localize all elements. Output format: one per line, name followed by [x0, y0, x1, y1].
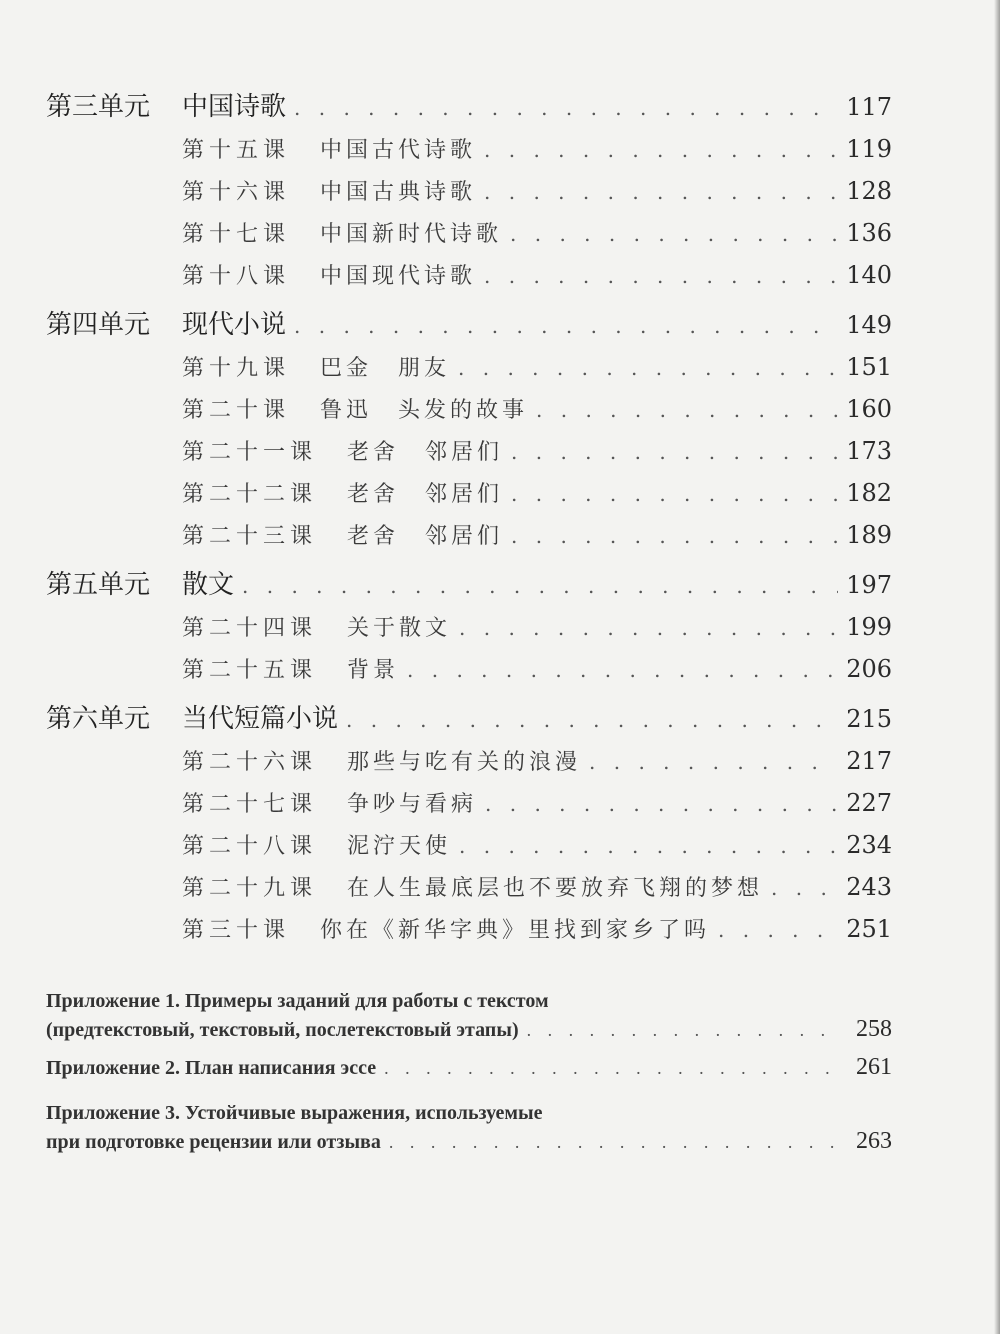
- lesson-row: [46, 866, 892, 908]
- page-number: 251: [846, 915, 892, 943]
- toc-unit: [46, 564, 892, 690]
- page-number: 173: [846, 437, 892, 465]
- appendix-title-line2: при подготовке рецензии или отзыва: [46, 1131, 381, 1153]
- appendix-2: [46, 1052, 892, 1082]
- dot-leader: [771, 867, 838, 909]
- lesson-row: [46, 430, 892, 472]
- unit-row: [46, 86, 892, 128]
- dot-leader: [407, 649, 838, 691]
- page-number: 263: [856, 1128, 892, 1154]
- dot-leader: [511, 473, 838, 515]
- lesson-row: [46, 782, 892, 824]
- dot-leader: [459, 607, 838, 649]
- lesson-row: [46, 514, 892, 556]
- toc-unit: [46, 86, 892, 296]
- dot-leader: [527, 1015, 840, 1045]
- lesson-number: 第十八课: [182, 264, 291, 289]
- page-number: 261: [856, 1054, 892, 1080]
- appendix-1: [46, 988, 892, 1044]
- lesson-title: 中国新时代诗歌: [320, 222, 503, 247]
- unit-title: 中国诗歌: [182, 92, 287, 122]
- page-number: 217: [846, 747, 892, 775]
- page-number: 117: [846, 93, 892, 121]
- lesson-title: 在人生最底层也不要放弃飞翔的梦想: [347, 876, 764, 901]
- lesson-row: [46, 648, 892, 690]
- unit-row: [46, 564, 892, 606]
- appendix-title-line1: Приложение 1. Примеры заданий для работы с текстом: [46, 990, 549, 1012]
- unit-number: 第三单元: [46, 92, 151, 122]
- unit-number: 第六单元: [46, 704, 151, 734]
- dot-leader: [389, 1127, 840, 1157]
- dot-leader: [484, 129, 838, 171]
- page-edge-shadow: [994, 0, 1000, 1334]
- page-number: 199: [846, 613, 892, 641]
- appendix-title: Приложение 2. План написания эссе: [46, 1057, 377, 1079]
- dot-leader: [484, 255, 838, 297]
- lesson-number: 第十九课: [182, 356, 291, 381]
- unit-number: 第五单元: [46, 570, 151, 600]
- lesson-row: [46, 346, 892, 388]
- lesson-number: 第二十一课: [182, 440, 318, 465]
- unit-title: 当代短篇小说: [182, 704, 339, 734]
- lesson-row: [46, 606, 892, 648]
- dot-leader: [485, 783, 838, 825]
- unit-title: 散文: [182, 570, 235, 600]
- lesson-number: 第二十八课: [182, 834, 318, 859]
- dot-leader: [510, 213, 838, 255]
- lesson-title: 中国古代诗歌: [320, 138, 477, 163]
- page-number: 189: [846, 521, 892, 549]
- lesson-number: 第二十二课: [182, 482, 318, 507]
- lesson-title: 老舍 邻居们: [347, 440, 504, 465]
- page-number: 215: [846, 705, 892, 733]
- dot-leader: [536, 389, 838, 431]
- lesson-title: 关于散文: [347, 616, 452, 641]
- lesson-title: 中国古典诗歌: [320, 180, 477, 205]
- dot-leader: [718, 909, 838, 951]
- lesson-title: 鲁迅 头发的故事: [320, 398, 529, 423]
- page-number: 258: [856, 1016, 892, 1042]
- lesson-number: 第二十六课: [182, 750, 318, 775]
- lesson-title: 争吵与看病: [347, 792, 478, 817]
- dot-leader: [384, 1053, 840, 1083]
- page-number: 227: [846, 789, 892, 817]
- appendix-title-line1: Приложение 3. Устойчивые выражения, используемые: [46, 1102, 543, 1124]
- lesson-title: 那些与吃有关的浪漫: [347, 750, 582, 775]
- page-number: 182: [846, 479, 892, 507]
- lesson-title: 背景: [347, 658, 400, 683]
- lesson-title: 中国现代诗歌: [320, 264, 477, 289]
- dot-leader: [346, 699, 838, 741]
- page-number: 234: [846, 831, 892, 859]
- page-number: 243: [846, 873, 892, 901]
- lesson-row: [46, 170, 892, 212]
- lesson-number: 第十五课: [182, 138, 291, 163]
- lesson-row: [46, 908, 892, 950]
- page-number: 160: [846, 395, 892, 423]
- lesson-number: 第十六课: [182, 180, 291, 205]
- dot-leader: [589, 741, 838, 783]
- lesson-number: 第二十课: [182, 398, 291, 423]
- lesson-number: 第二十九课: [182, 876, 318, 901]
- appendix-3: [46, 1100, 892, 1156]
- page-number: 206: [846, 655, 892, 683]
- toc-unit: [46, 304, 892, 556]
- lesson-row: [46, 254, 892, 296]
- unit-row: [46, 698, 892, 740]
- appendix-title-line2: (предтекстовый, текстовый, послетекстовый этапы): [46, 1019, 519, 1041]
- page-number: 149: [846, 311, 892, 339]
- lesson-title: 巴金 朋友: [320, 356, 451, 381]
- dot-leader: [511, 515, 838, 557]
- toc-unit: [46, 698, 892, 950]
- lesson-title: 泥泞天使: [347, 834, 452, 859]
- lesson-number: 第三十课: [182, 918, 291, 943]
- lesson-row: [46, 128, 892, 170]
- page-number: 151: [846, 353, 892, 381]
- dot-leader: [459, 825, 838, 867]
- dot-leader: [484, 171, 838, 213]
- dot-leader: [294, 87, 838, 129]
- unit-title: 现代小说: [182, 310, 287, 340]
- page-number: 197: [846, 571, 892, 599]
- lesson-title: 老舍 邻居们: [347, 524, 504, 549]
- dot-leader: [242, 565, 838, 607]
- lesson-number: 第二十四课: [182, 616, 318, 641]
- table-of-contents: [46, 86, 892, 958]
- lesson-title: 老舍 邻居们: [347, 482, 504, 507]
- unit-number: 第四单元: [46, 310, 151, 340]
- lesson-title: 你在《新华字典》里找到家乡了吗: [320, 918, 711, 943]
- dot-leader: [294, 305, 838, 347]
- lesson-number: 第二十三课: [182, 524, 318, 549]
- lesson-number: 第二十五课: [182, 658, 318, 683]
- lesson-number: 第二十七课: [182, 792, 318, 817]
- lesson-row: [46, 472, 892, 514]
- dot-leader: [511, 431, 838, 473]
- lesson-row: [46, 824, 892, 866]
- dot-leader: [458, 347, 838, 389]
- page-number: 140: [846, 261, 892, 289]
- lesson-row: [46, 388, 892, 430]
- lesson-row: [46, 740, 892, 782]
- page-number: 136: [846, 219, 892, 247]
- unit-row: [46, 304, 892, 346]
- lesson-row: [46, 212, 892, 254]
- lesson-number: 第十七课: [182, 222, 291, 247]
- page-number: 128: [846, 177, 892, 205]
- page-number: 119: [846, 135, 892, 163]
